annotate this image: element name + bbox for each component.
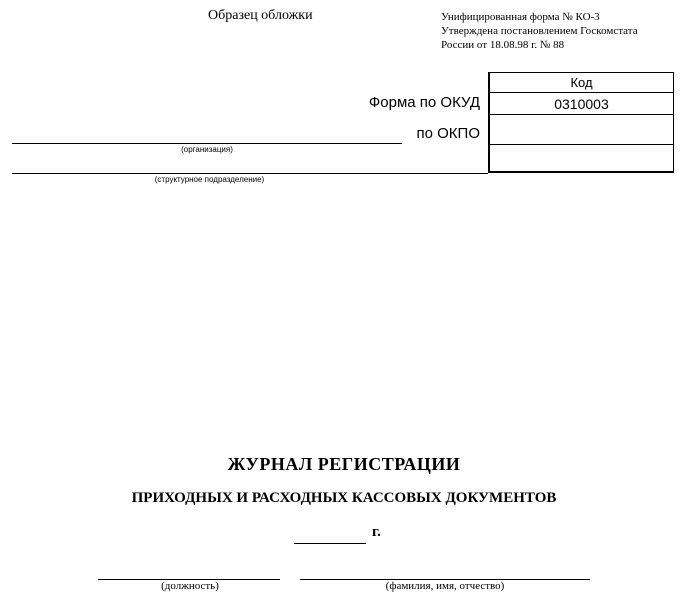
- form-info-line-1: Унифицированная форма № КО-3: [441, 11, 600, 23]
- subdivision-line[interactable]: [12, 173, 488, 174]
- name-caption: (фамилия, имя, отчество): [385, 580, 505, 592]
- year-suffix: г.: [372, 524, 381, 540]
- organization-line[interactable]: [12, 143, 402, 144]
- okud-code-cell[interactable]: 0310003: [490, 93, 673, 115]
- form-info-line-2: Утверждена постановлением Госкомстата: [441, 25, 638, 37]
- position-caption: (должность): [161, 580, 219, 592]
- okpo-label: по ОКПО: [416, 125, 480, 142]
- organization-caption: (организация): [181, 145, 233, 154]
- code-header: Код: [490, 73, 673, 93]
- document-subtitle: ПРИХОДНЫХ И РАСХОДНЫХ КАССОВЫХ ДОКУМЕНТОВ: [131, 490, 557, 506]
- extra-code-cell[interactable]: [490, 145, 673, 172]
- document-title: ЖУРНАЛ РЕГИСТРАЦИИ: [227, 454, 461, 474]
- okud-label: Форма по ОКУД: [368, 94, 480, 111]
- code-table: [488, 72, 674, 173]
- form-info: [441, 10, 638, 52]
- year-line[interactable]: [294, 543, 366, 544]
- sample-label: Образец обложки: [208, 8, 313, 23]
- form-info-line-3: России от 18.08.98 г. № 88: [441, 39, 565, 51]
- okpo-code-cell[interactable]: [490, 115, 673, 145]
- subdivision-caption: (структурное подразделение): [154, 175, 265, 184]
